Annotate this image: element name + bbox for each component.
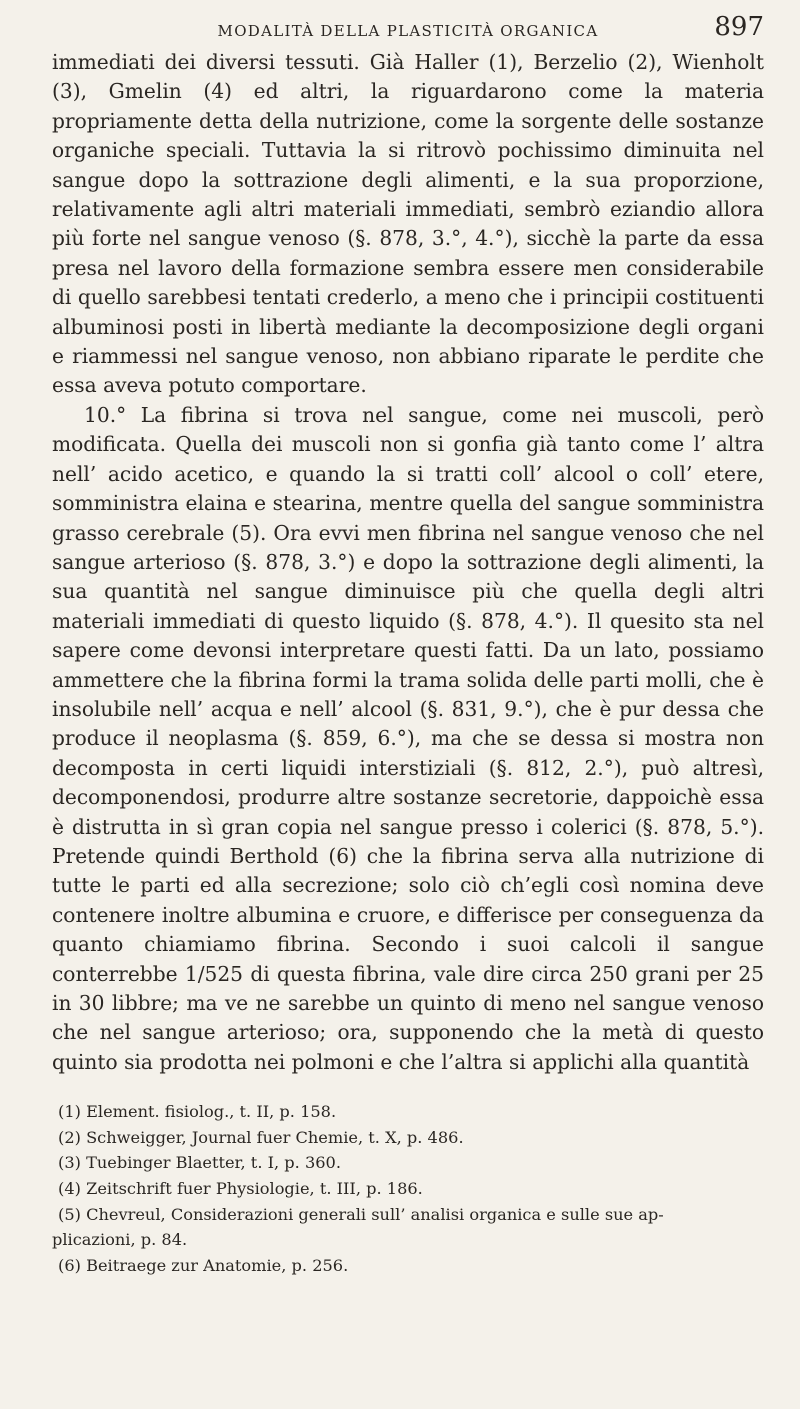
footnote-continuation: plicazioni, p. 84. (52, 1230, 188, 1250)
page-number: 897 (714, 12, 764, 42)
running-title: MODALITÀ DELLA PLASTICITÀ ORGANICA (217, 22, 599, 40)
paragraph-fibrina: 10.° La fibrina si trova nel sangue, come nei muscoli, però modificata. Quella dei muscoli non si gonfia già tanto come l’ altra nell’ acido acetico, e quando la si tratti coll’ alcool o coll’ etere, somministra elaina e stearina, mentre quella del sangue somministra grasso cerebrale (5). Ora evvi men fibrina nel sangue venoso che nel sangue arterioso (§. 878, 3.°) e dopo la sottrazione degli alimenti, la sua quantità nel sangue diminuisce più che quella degli altri materiali immediati di questo liquido (§. 878, 4.°). Il quesito sta nel sapere come devonsi interpretare questi fatti. Da un lato, possiamo ammettere che la fibrina formi la trama solida delle parti molli, che è insolubile nell’ acqua e nell’ alcool (§. 831, 9.°), che è pur dessa che produce il neoplasma (§. 859, 6.°), ma che se dessa si mostra non decomposta in certi liquidi interstiziali (§. 812, 2.°), può altresì, decomponendosi, produrre altre sostanze secretorie, dappoichè essa è distrutta in sì gran copia nel sangue presso i colerici (§. 878, 5.°). Pretende quindi Berthold (6) che la fibrina serva alla nutrizione di tutte le parti ed alla secrezione; solo ciò ch’egli così nomina deve contenere inoltre albumina e cruore, e differisce per conseguenza da quanto chiamiamo fibrina. Secondo i suoi calcoli il sangue conterrebbe 1/525 di questa fibrina, vale dire circa 250 grani per 25 in 30 libbre; ma ve ne sarebbe un quinto di meno nel sangue venoso che nel sangue arterioso; ora, supponendo che la metà di questo quinto sia prodotta nei polmoni e che l’altra si applichi alla quantità (52, 402, 764, 1074)
footnote: (1) Element. fisiolog., t. II, p. 158. (58, 1102, 337, 1122)
footnote: (3) Tuebinger Blaetter, t. I, p. 360. (58, 1153, 341, 1173)
footnote: (2) Schweigger, Journal fuer Chemie, t. X, p. 486. (58, 1127, 464, 1147)
footnotes (52, 1099, 764, 1278)
footnote: (6) Beitraege zur Anatomie, p. 256. (58, 1255, 349, 1275)
main-text (52, 48, 764, 1077)
footnote: (4) Zeitschrift fuer Physiologie, t. III, p. 186. (58, 1179, 423, 1198)
footnote: (5) Chevreul, Considerazioni generali sull’ analisi organica e sulle sue ap- (58, 1204, 664, 1224)
paragraph-continued: immediati dei diversi tessuti. Già Haller (1), Berzelio (2), Wienholt (3), Gmelin (4) ed altri, la riguardarono come la materia propriamente detta della nutrizione, come la sorgente delle sostanze organiche speciali. Tuttavia la si ritrovò pochissimo diminuita nel sangue dopo la sottrazione degli alimenti, e la sua proporzione, relativamente agli altri materiali immediati, sembrò eziandio allora più forte nel sangue venoso (§. 878, 3.°, 4.°), sicchè la parte da essa presa nel lavoro della formazione sembra essere men considerabile di quello sarebbesi tentati crederlo, a meno che i principii costituenti albuminosi posti in libertà mediante la decomposizione degli organi e riammessi nel sangue venoso, non abbiano riparate le perdite che essa aveva potuto comportare. (52, 50, 764, 398)
running-head (52, 8, 764, 48)
